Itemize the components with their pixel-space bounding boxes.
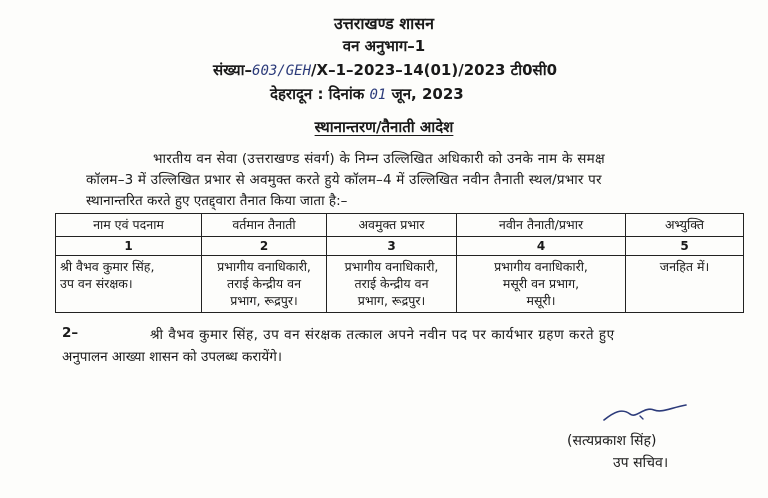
table-header: अवमुक्त प्रभार bbox=[327, 214, 457, 237]
date-line bbox=[270, 84, 464, 104]
remarks-cell bbox=[626, 256, 744, 313]
order-title bbox=[0, 117, 768, 137]
column-number: 4 bbox=[457, 237, 626, 256]
table-row bbox=[56, 256, 744, 313]
paragraph1-line2: कॉलम–3 में उल्लिखित प्रभार से अवमुक्त करते हुये कॉलम–4 में उल्लिखित नवीन तैनाती स्थल/प्रभार पर bbox=[86, 172, 602, 188]
officer-name-cell bbox=[56, 256, 202, 313]
table-header-row bbox=[56, 214, 744, 237]
ref-prefix: संख्या– bbox=[213, 61, 253, 79]
signature-scribble-icon bbox=[600, 402, 690, 424]
paragraph2-number: 2– bbox=[62, 325, 79, 341]
relieved-charge-cell bbox=[327, 256, 457, 313]
cell-line: श्री वैभव कुमार सिंह, bbox=[60, 259, 155, 274]
signatory-name: (सत्यप्रकाश सिंह) bbox=[567, 433, 657, 449]
table-number-row bbox=[56, 237, 744, 256]
date-suffix: जून, 2023 bbox=[391, 85, 464, 103]
transfer-table bbox=[55, 213, 744, 313]
cell-line: मसूरी वन प्रभाग, bbox=[502, 276, 580, 291]
column-number: 5 bbox=[626, 237, 744, 256]
date-prefix: देहरादून : दिनांक bbox=[270, 85, 365, 103]
cell-line: जनहित में। bbox=[659, 259, 710, 274]
current-posting-cell bbox=[202, 256, 327, 313]
cell-line: प्रभाग, रूद्रपुर। bbox=[357, 293, 426, 308]
paragraph2-line2: अनुपालन आख्या शासन को उपलब्ध करायेंगे। bbox=[62, 349, 282, 365]
table-header: नवीन तैनाती/प्रभार bbox=[457, 214, 626, 237]
cell-line: तराई केन्द्रीय वन bbox=[354, 276, 429, 291]
table-header: वर्तमान तैनाती bbox=[202, 214, 327, 237]
reference-number bbox=[213, 60, 557, 80]
ref-suffix: /X–1–2023–14(01)/2023 टी0सी0 bbox=[311, 61, 558, 79]
cell-line: प्रभागीय वनाधिकारी, bbox=[217, 259, 311, 274]
column-number: 2 bbox=[202, 237, 327, 256]
table-header: अभ्युक्ति bbox=[626, 214, 744, 237]
cell-line: मसूरी। bbox=[526, 293, 556, 308]
new-posting-cell bbox=[457, 256, 626, 313]
order-title-text: स्थानान्तरण/तैनाती आदेश bbox=[314, 118, 454, 136]
column-number: 3 bbox=[327, 237, 457, 256]
cell-line: उप वन संरक्षक। bbox=[60, 276, 133, 291]
signatory-designation: उप सचिव। bbox=[613, 455, 669, 471]
section-heading: वन अनुभाग–1 bbox=[342, 37, 426, 55]
cell-line: प्रभागीय वनाधिकारी, bbox=[344, 259, 439, 274]
paragraph1-line1: भारतीय वन सेवा (उत्तराखण्ड संवर्ग) के निम्न उल्लिखित अधिकारी को उनके नाम के समक्ष bbox=[153, 151, 606, 167]
paragraph2-line1: श्री वैभव कुमार सिंह, उप वन संरक्षक तत्काल अपने नवीन पद पर कार्यभार ग्रहण करते हुए bbox=[150, 327, 615, 343]
paragraph1-line3: स्थानान्तरित करते हुए एतद्द्वारा तैनात किया जाता है:– bbox=[86, 193, 348, 209]
column-number: 1 bbox=[56, 237, 202, 256]
table-header: नाम एवं पदनाम bbox=[56, 214, 202, 237]
date-handwritten: 01 bbox=[369, 87, 387, 103]
cell-line: प्रभाग, रूद्रपुर। bbox=[230, 293, 298, 308]
government-heading: उत्तराखण्ड शासन bbox=[333, 14, 435, 33]
ref-handwritten: 603/GEH bbox=[252, 63, 312, 79]
cell-line: तराई केन्द्रीय वन bbox=[226, 276, 302, 291]
cell-line: प्रभागीय वनाधिकारी, bbox=[494, 259, 588, 274]
